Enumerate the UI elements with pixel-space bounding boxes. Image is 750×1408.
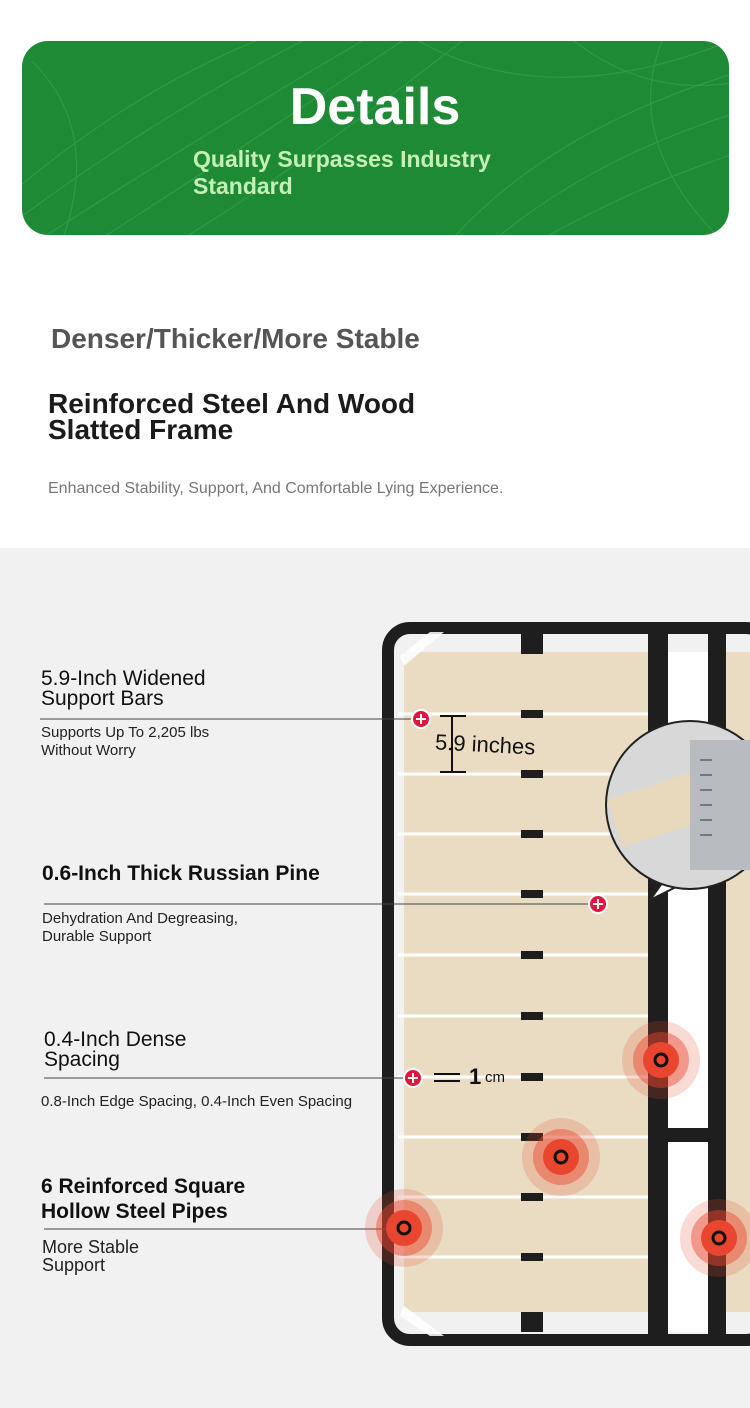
- hotspot-pipe-1: [622, 1021, 700, 1099]
- spacing-value-label: 1: [469, 1064, 482, 1089]
- hotspot-pipe-3: [365, 1189, 443, 1267]
- feature-title-support-bars: 5.9-Inch Widened Support Bars: [41, 667, 206, 710]
- feature-title-dense-spacing: 0.4-Inch Dense Spacing: [44, 1028, 187, 1071]
- plus-marker-support-bars: [412, 710, 430, 728]
- banner-title: Details: [289, 78, 461, 136]
- width-measurement-label: 5.9 inches: [434, 729, 536, 760]
- plus-marker-spacing: [404, 1069, 422, 1087]
- feature-subtitle-steel-pipes: More Stable Support: [42, 1237, 140, 1275]
- intro-description: Enhanced Stability, Support, And Comfortable Lying Experience.: [48, 480, 504, 497]
- feature-title-steel-pipes: 6 Reinforced Square Hollow Steel Pipes: [41, 1175, 246, 1223]
- hotspot-pipe-2: [522, 1118, 600, 1196]
- banner-subtitle: Quality Surpasses Industry Standard: [193, 146, 491, 199]
- feature-subtitle-support-bars: Supports Up To 2,205 lbs Without Worry: [41, 724, 210, 759]
- feature-subtitle-dense-spacing: 0.8-Inch Edge Spacing, 0.4-Inch Even Spacing: [41, 1093, 353, 1110]
- feature-title-russian-pine: 0.6-Inch Thick Russian Pine: [42, 862, 320, 885]
- intro-title: Reinforced Steel And Wood Slatted Frame: [48, 388, 416, 445]
- feature-subtitle-russian-pine: Dehydration And Degreasing, Durable Support: [42, 910, 238, 945]
- plus-marker-russian-pine: [589, 895, 607, 913]
- spacing-unit-label: cm: [485, 1069, 505, 1086]
- intro-kicker: Denser/Thicker/More Stable: [51, 323, 420, 354]
